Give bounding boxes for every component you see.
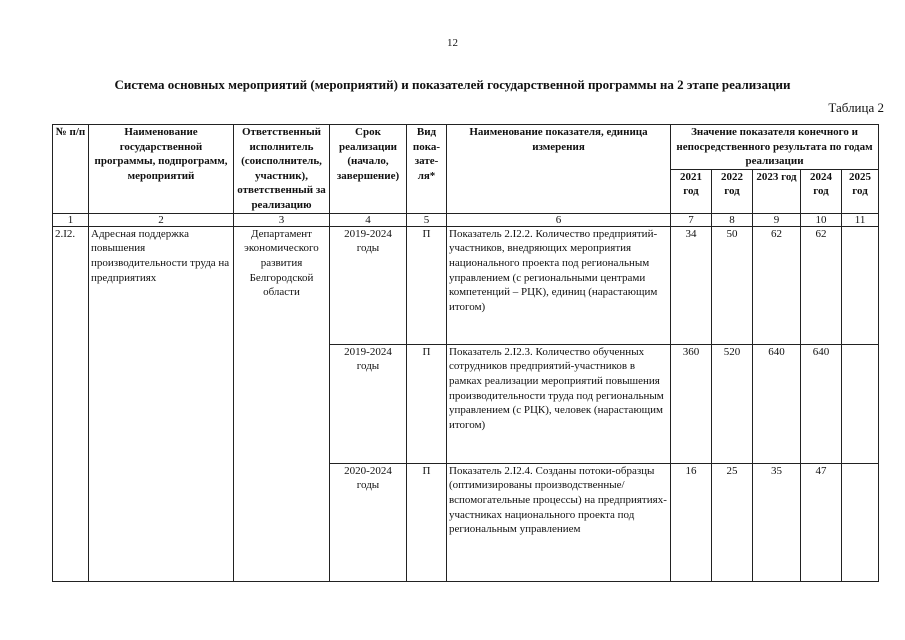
row-value-2022: 50	[712, 226, 753, 344]
header-name: Наименование государственной программы, подпрограмм, мероприятий	[89, 125, 234, 214]
column-number: 11	[842, 213, 879, 226]
row-value-2021: 34	[671, 226, 712, 344]
column-number: 5	[407, 213, 447, 226]
table-caption: Таблица 2	[828, 100, 884, 115]
row-value-2023: 640	[753, 344, 801, 463]
column-number: 4	[330, 213, 407, 226]
row-term: 2019-2024 годы	[330, 344, 407, 463]
row-term: 2019-2024 годы	[330, 226, 407, 344]
row-value-2024: 47	[801, 463, 842, 581]
row-indicator: Показатель 2.I2.4. Созданы потоки-образцы (оптимизированы производственные/ вспомогательные процессы) на предприятиях-участниках национального проекта под региональным управлением	[447, 463, 671, 581]
header-values-group: Значение показателя конечного и непосредственного результата по годам реализации	[671, 125, 879, 170]
document-title: Система основных мероприятий (мероприятий) и показателей государственной программы на 2 этапе реализации	[114, 77, 791, 92]
row-indicator: Показатель 2.I2.2. Количество предприятий-участников, внедряющих мероприятия национального проекта под региональным управлением (с региональными центрами компетенций – РЦК), единиц (нарастающим итогом)	[447, 226, 671, 344]
header-year-2025: 2025 год	[842, 169, 879, 213]
row-value-2022: 25	[712, 463, 753, 581]
row-term: 2020-2024 годы	[330, 463, 407, 581]
header-indicator-type: Вид пока-зате-ля*	[407, 125, 447, 214]
header-executor: Ответственный исполнитель (соисполнитель, участник), ответственный за реализацию	[234, 125, 330, 214]
column-number: 3	[234, 213, 330, 226]
header-year-2021: 2021 год	[671, 169, 712, 213]
header-indicator-name: Наименование показателя, единица измерения	[447, 125, 671, 214]
page-number: 12	[447, 37, 458, 49]
column-number: 7	[671, 213, 712, 226]
column-number: 9	[753, 213, 801, 226]
row-indicator-type: П	[407, 344, 447, 463]
row-indicator-type: П	[407, 226, 447, 344]
header-year-2022: 2022 год	[712, 169, 753, 213]
row-value-2022: 520	[712, 344, 753, 463]
row-value-2025	[842, 344, 879, 463]
column-number: 6	[447, 213, 671, 226]
row-indicator-type: П	[407, 463, 447, 581]
row-value-2025	[842, 463, 879, 581]
header-year-2024: 2024 год	[801, 169, 842, 213]
row-value-2024: 640	[801, 344, 842, 463]
table-row	[53, 226, 879, 344]
measure-number: 2.I2.	[53, 226, 89, 581]
row-value-2025	[842, 226, 879, 344]
column-number: 10	[801, 213, 842, 226]
program-table	[52, 124, 879, 582]
row-value-2021: 16	[671, 463, 712, 581]
column-number: 8	[712, 213, 753, 226]
measure-name: Адресная поддержка повышения производительности труда на предприятиях	[89, 226, 234, 581]
header-term: Срок реализации (начало, завершение)	[330, 125, 407, 214]
row-value-2024: 62	[801, 226, 842, 344]
measure-executor: Департамент экономического развития Белгородской области	[234, 226, 330, 581]
row-value-2023: 62	[753, 226, 801, 344]
row-value-2023: 35	[753, 463, 801, 581]
column-number: 2	[89, 213, 234, 226]
column-number: 1	[53, 213, 89, 226]
row-indicator: Показатель 2.I2.3. Количество обученных сотрудников предприятий-участников в рамках реализации мероприятий повышения производительности труда под региональным управлением (с РЦК), человек (нарастающим итогом)	[447, 344, 671, 463]
row-value-2021: 360	[671, 344, 712, 463]
header-number: № п/п	[53, 125, 89, 214]
header-year-2023: 2023 год	[753, 169, 801, 213]
